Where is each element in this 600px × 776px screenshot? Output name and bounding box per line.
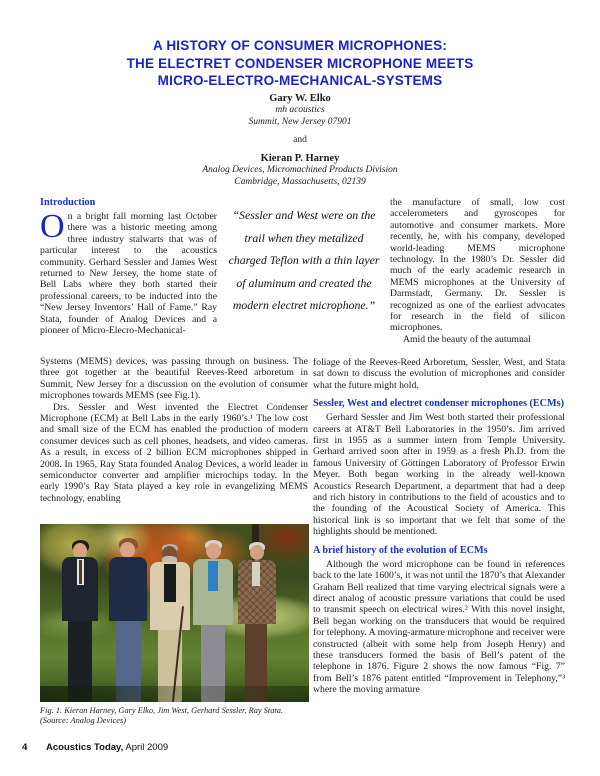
- journal-issue: April 2009: [123, 742, 169, 753]
- person3-turtleneck: [164, 564, 176, 602]
- photo-person-gerhard-sessler: [190, 540, 236, 702]
- dropcap: O: [40, 208, 65, 245]
- person2-sweater: [109, 557, 147, 621]
- author2-location: Cambridge, Massachusetts, 02139: [234, 176, 366, 187]
- article-title: [0, 37, 600, 90]
- intro-paragraph-start-text: n a bright fall morning last October there was a historic meeting among three industry stalwarts that was of particular interest to the acoustics community. Gerhard Sessler and James West returned to New Jersey, the home state of Bell Labs where they both started their professional careers, to be inducted into the “New Jersey Inventors’ Hall of Fame.” Ray Stata, founder of Analog Devices and a pioneer of Micro-Elecro-Mechanical-: [40, 211, 217, 337]
- journal-name: Acoustics Today,: [46, 742, 124, 753]
- intro-paragraph-continued: Systems (MEMS) devices, was passing through on business. The three got together at the beautiful Reeves-Reed arboretum in Summit, New Jersey for a discussion on the evolution of consumer microphones towards MEMS (see Fig.1).: [40, 356, 308, 402]
- byline-conjunction: and: [293, 135, 307, 145]
- person4-shirt: [208, 561, 218, 591]
- figure1-photo: [40, 524, 309, 702]
- author1-location: Summit, New Jersey 07901: [248, 116, 352, 127]
- person5-head: [250, 545, 264, 560]
- article-title-line-2: THE ELECTRET CONDENSER MICROPHONE MEETS: [126, 55, 474, 71]
- byline: [0, 92, 600, 188]
- section-heading-introduction: Introduction: [40, 197, 96, 208]
- photo-person-jim-west: [148, 544, 192, 702]
- author2-name: Kieran P. Harney: [260, 153, 340, 164]
- section-sessler-paragraph: Gerhard Sessler and Jim West both started their professional careers at AT&T Bell Laboratories in the 1950’s. Jim arrived first in 1955 as a summer intern from Temple University. Gerhard arrived soon after in 1959 as a fresh Ph.D. from the famous University of Göttingen Laboratory of Professor Erwin Meyer. Both began working in the already well-known Acoustics Research Department, a department that had a deep and rich history in contributions to the field of acoustics and to the founding of the Acoustical Society of America. This historical link is so important that we felt that some of the highlights should be mentioned.: [313, 412, 565, 538]
- journal-line: [46, 742, 168, 753]
- col2-paragraph-1: the manufacture of small, low cost accelerometers and gyroscopes for automotive and consumer markets. More recently, he, with his company, developed world-leading MEMS microphone technology. In the 1980’s Dr. Sessler did much of the early academic research in MEMS microphones at the University of Darmstadt, Germany. Dr. Sessler is recognized as one of the earliest advocates for research in the field of silicon microphones.: [390, 197, 565, 334]
- column-left-wide: [40, 356, 308, 504]
- photo-person-kieran-harney: [58, 540, 102, 702]
- figure1-caption: Fig. 1. Kieran Harney, Gary Elko, Jim West, Gerhard Sessler, Ray Stata. (Source: Analog Devices): [40, 706, 284, 725]
- person1-tie: [79, 560, 82, 584]
- column-right-narrow: [390, 197, 565, 345]
- col2-paragraph-2-start: Amid the beauty of the autumnal: [403, 333, 531, 345]
- column-left-narrow: [40, 197, 217, 336]
- person4-head: [206, 543, 221, 559]
- column-right-wide: [313, 357, 565, 696]
- person5-shirt: [252, 562, 260, 586]
- photo-person-gary-elko: [104, 538, 152, 702]
- intro-paragraph-start: [40, 208, 217, 337]
- person2-head: [120, 542, 135, 558]
- article-title-line-1: A HISTORY OF CONSUMER MICROPHONES:: [152, 38, 448, 53]
- col2-paragraph-2-continued: foliage of the Reeves-Reed Arboretum, Sessler, West, and Stata sat down to discuss the evolution of microphones and consider what the future might hold.: [313, 357, 565, 391]
- photo-person-ray-stata: [236, 542, 278, 702]
- section-history-paragraph: Although the word microphone can be found in references back to the late 1600’s, it was not until the 1870’s that Alexander Graham Bell realized that time varying electrical signals were a direct analog of acoustic pressure variations that could be used to transmit speech on electrical wires.² With this novel insight, Bell began working on the transducers that would be required for telephony. A moving-armature microphone and receiver were constructed (albeit with some help from Joseph Henry) and these transducers formed the basis of Bell’s patent of the telephone in 1876. Figure 2 shows the now famous “Fig. 7” from Bell’s 1876 patent entitled “Improvement in Telephony,”³ where the moving armature: [313, 558, 565, 696]
- author1-org: mh acoustics: [275, 105, 325, 115]
- grass-shadow: [40, 686, 309, 702]
- author1-name: Gary W. Elko: [269, 93, 331, 104]
- section-heading-brief-history: A brief history of the evolution of ECMs: [313, 544, 488, 556]
- pull-quote: “Sessler and West were on the trail when they metalized charged Teflon with a thin layer of aluminum and created the modern electret microphone.”: [228, 208, 380, 312]
- page-number: 4: [22, 742, 28, 753]
- article-title-line-3: MICRO-ELECTRO-MECHANICAL-SYSTEMS: [157, 73, 443, 88]
- intro-paragraph-2: Drs. Sessler and West invented the Electret Condenser Microphone (ECM) at Bell Labs in the early 1960’s.¹ The low cost and small size of the ECM has enabled the production of modern consumer devices such as cell phones, headsets, and video cameras. As a result, in excess of 2 billion ECM microphones shipped in 2008. In 1965, Ray Stata founded Analog Devices, a world leader in semiconductor converter and amplifier microchips today. In the early 1990’s Ray Stata played a key role in evangelizing MEMS technology, enabling: [40, 401, 308, 504]
- section-heading-sessler-west: Sessler, West and electret condenser microphones (ECMs): [313, 398, 564, 410]
- author2-org: Analog Devices, Micromachined Products Division: [202, 165, 398, 175]
